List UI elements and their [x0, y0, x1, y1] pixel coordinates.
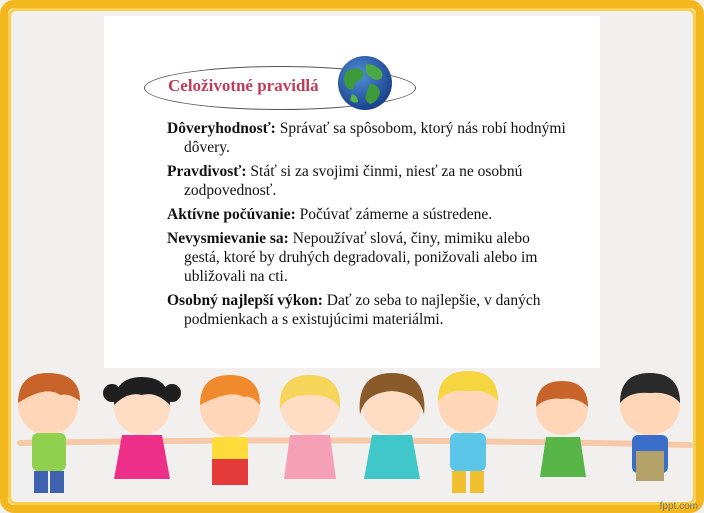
slide-title: Celoživotné pravidlá [168, 76, 319, 95]
rule-item [167, 229, 567, 286]
rule-text: Správať sa spôsobom, ktorý nás robí hodnými dôvery. [184, 120, 566, 156]
child-figure [280, 375, 340, 479]
rule-term: Dôveryhodnosť: [167, 120, 276, 137]
watermark: fppt.com [659, 501, 698, 512]
rule-text: Počúvať zámerne a sústredene. [295, 206, 493, 223]
rule-text: Dať zo seba to najlepšie, v daných podmienkach a s existujúcimi materiálmi. [184, 292, 541, 328]
rule-item [167, 205, 567, 224]
children-illustration [0, 365, 704, 513]
rule-term: Nevysmievanie sa: [167, 230, 289, 247]
rule-text: Nepoužívať slová, činy, mimiku alebo gestá, ktoré by druhých degradovali, ponižovali alebo im ubližovali na cti. [184, 230, 538, 285]
child-figure [200, 375, 260, 485]
rule-term: Osobný najlepší výkon: [167, 292, 323, 309]
globe-icon [336, 54, 394, 112]
child-figure [620, 373, 680, 481]
rule-item [167, 119, 567, 157]
child-figure [536, 381, 588, 477]
child-figure [438, 371, 498, 493]
rule-text: Stáť si za svojimi činmi, niesť za ne osobnú zodpovednosť. [184, 163, 523, 199]
rule-item [167, 162, 567, 200]
rules-list [167, 119, 567, 334]
rule-item [167, 291, 567, 329]
rule-term: Aktívne počúvanie: [167, 206, 296, 223]
rule-term: Pravdivosť: [167, 163, 247, 180]
child-figure [360, 373, 425, 479]
child-figure [103, 377, 181, 479]
child-figure [18, 373, 80, 493]
